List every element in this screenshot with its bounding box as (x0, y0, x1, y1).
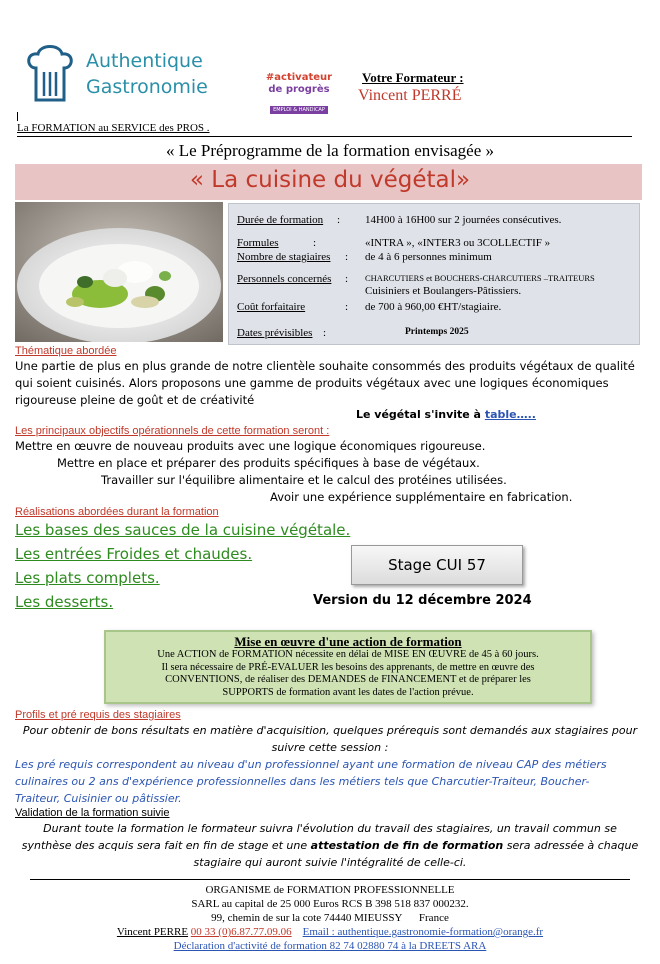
footer-email[interactable]: Email : authentique.gastronomie-formation@orange.fr (302, 926, 544, 938)
chef-hat-icon (22, 44, 80, 106)
personnels-value2: Cuisiniers et Boulangers-Pâtissiers. (365, 285, 522, 297)
logo (22, 44, 222, 108)
validation-line-2 (0, 837, 660, 854)
validation-attestation: attestation de fin de formation (310, 839, 504, 852)
formateur-name: Vincent PERRÉ (358, 87, 462, 104)
mise-line-4: SUPPORTS de formation avant les dates de l'action prévue. (222, 686, 474, 698)
footer-declaration: Déclaration d'activité de formation 82 74 02880 74 à la DREETS ARA (173, 940, 487, 952)
profils-heading: Profils et pré requis des stagiaires (15, 709, 181, 721)
dates-sep: : (323, 327, 327, 339)
dish-photo (15, 202, 223, 342)
mise-line-1: Une ACTION de FORMATION nécessite en délai de MISE EN ŒUVRE de 45 à 60 jours. (157, 649, 539, 660)
mise-line-2: Il sera nécessaire de PRÉ-EVALUER les besoins des apprenants, de mettre en œuvre des (161, 661, 535, 673)
objectif-item-4: Avoir une expérience supplémentaire en fabrication. (270, 490, 573, 504)
footer-contact (0, 926, 660, 938)
personnels-sep: : (345, 273, 349, 285)
personnels-label: Personnels concernés (237, 273, 332, 285)
formateur-label: Votre Formateur : (362, 70, 464, 85)
logo-line2: Gastronomie (86, 76, 208, 98)
mise-line-3: CONVENTIONS, de réaliser des DEMANDES de FINANCEMENT et de préparer les (165, 674, 531, 685)
validation-line-1: Durant toute la formation le formateur suivra l'évolution du travail des stagiaires, un travail commun se (43, 822, 617, 835)
activateur-line1: #activateur (265, 72, 333, 83)
footer-phone[interactable]: 00 33 (0)6.87.77.09.06 (190, 926, 292, 938)
duree-value: 14H00 à 16H00 sur 2 journées consécutives. (365, 214, 562, 226)
cout-value: de 700 à 960,00 €HT/stagiaire. (365, 301, 502, 313)
thematique-text: Une partie de plus en plus grande de notre clientèle souhaite consommés des produits végétaux de qualité qui soient cuisinés. Alors proposons une gamme de produits végétaux avec une logiques économiques rigoureuse pleine de goût et de créativité (15, 359, 635, 407)
profils-blue-1: Les pré requis correspondent au niveau d'un professionnel ayant une formation de niveau CAP des métiers (15, 758, 607, 771)
validation-line2-post: sera adressée à chaque (503, 839, 639, 852)
footer-divider (30, 879, 630, 880)
dates-label: Dates prévisibles (237, 327, 313, 339)
realisation-item-2[interactable]: Les entrées Froides et chaudes. (15, 545, 253, 563)
logo-line1: Authentique (86, 50, 203, 72)
realisation-item-1[interactable]: Les bases des sauces de la cuisine végétale. (15, 521, 351, 539)
version-text: Version du 12 décembre 2024 (313, 593, 532, 608)
realisation-item-4[interactable]: Les desserts. (15, 593, 114, 611)
duree-sep: : (337, 214, 341, 226)
activateur-tag: EMPLOI & HANDICAP (270, 106, 328, 114)
footer-org: ORGANISME de FORMATION PROFESSIONNELLE (205, 884, 455, 896)
profils-blue-2: culinaires ou 2 ans d'expérience professionnelles dans les métiers tels que Charcutier-Traiteur, Boucher- (15, 775, 590, 788)
tagline-prefix: Le végétal s'invite à (356, 408, 485, 421)
validation-heading: Validation de la formation suivie (15, 807, 170, 819)
thematique-heading: Thématique abordée (15, 345, 117, 357)
objectifs-heading: Les principaux objectifs opérationnels de cette formation seront : (15, 425, 330, 437)
footer-address (0, 912, 660, 924)
thematique-tagline (356, 408, 536, 421)
formation-title: « La cuisine du végétal» (189, 167, 471, 193)
profils-intro-1: Pour obtenir de bons résultats en matière d'acquisition, quelques prérequis sont demandés aux stagiaires pour (22, 724, 638, 737)
cout-sep: : (345, 301, 349, 313)
validation-line2-pre: synthèse des acquis sera fait en fin de stage et une (21, 839, 311, 852)
service-line: La FORMATION au SERVICE des PROS . (17, 122, 210, 134)
formules-label: Formules (237, 237, 279, 249)
footer-contact-name: Vincent PERRE (116, 926, 189, 938)
objectif-item-3: Travailler sur l'équilibre alimentaire et le calcul des protéines utilisées. (101, 473, 507, 487)
realisation-item-3[interactable]: Les plats complets. (15, 569, 160, 587)
stagiaires-label: Nombre de stagiaires (237, 251, 331, 263)
stagiaires-sep: : (345, 251, 349, 263)
objectif-item-2: Mettre en place et préparer des produits spécifiques à base de végétaux. (57, 456, 480, 470)
preprogramme-title: « Le Préprogramme de la formation envisagée » (165, 141, 495, 160)
left-tick (17, 112, 18, 121)
profils-blue-3: Traiteur, Cuisinier ou pâtissier. (15, 792, 182, 805)
validation-line-3: stagiaire qui auront suivie l'intégralité de celle-ci. (193, 856, 467, 869)
stage-button[interactable]: Stage CUI 57 (351, 545, 523, 585)
footer-address-street: 99, chemin de sur la cote 74440 MIEUSSY (211, 912, 403, 924)
formules-value: «INTRA », «INTER3 ou 3COLLECTIF » (365, 237, 551, 249)
objectif-item-1: Mettre en œuvre de nouveau produits avec une logique économiques rigoureuse. (15, 439, 486, 453)
personnels-value1: CHARCUTIERS et BOUCHERS-CHARCUTIERS –TRAITEURS (365, 273, 595, 283)
activateur-line2: de progrès (268, 84, 330, 95)
dates-value: Printemps 2025 (405, 327, 469, 337)
realisations-heading: Réalisations abordées durant la formation (15, 506, 219, 518)
footer-sarl: SARL au capital de 25 000 Euros RCS B 398 518 837 000232. (191, 898, 469, 910)
formules-sep: : (313, 237, 317, 249)
mise-title: Mise en œuvre d'une action de formation (234, 634, 462, 649)
tagline-link[interactable]: table….. (484, 408, 536, 421)
mise-en-oeuvre-box (104, 630, 592, 704)
info-box (228, 203, 640, 345)
header-divider (17, 136, 632, 137)
profils-intro-2: suivre cette session : (271, 741, 389, 754)
footer-country: France (418, 912, 449, 924)
activateur-logo (258, 72, 340, 116)
duree-label: Durée de formation (237, 214, 324, 226)
cout-label: Coût forfaitaire (237, 301, 306, 313)
stagiaires-value: de 4 à 6 personnes minimum (365, 251, 492, 263)
